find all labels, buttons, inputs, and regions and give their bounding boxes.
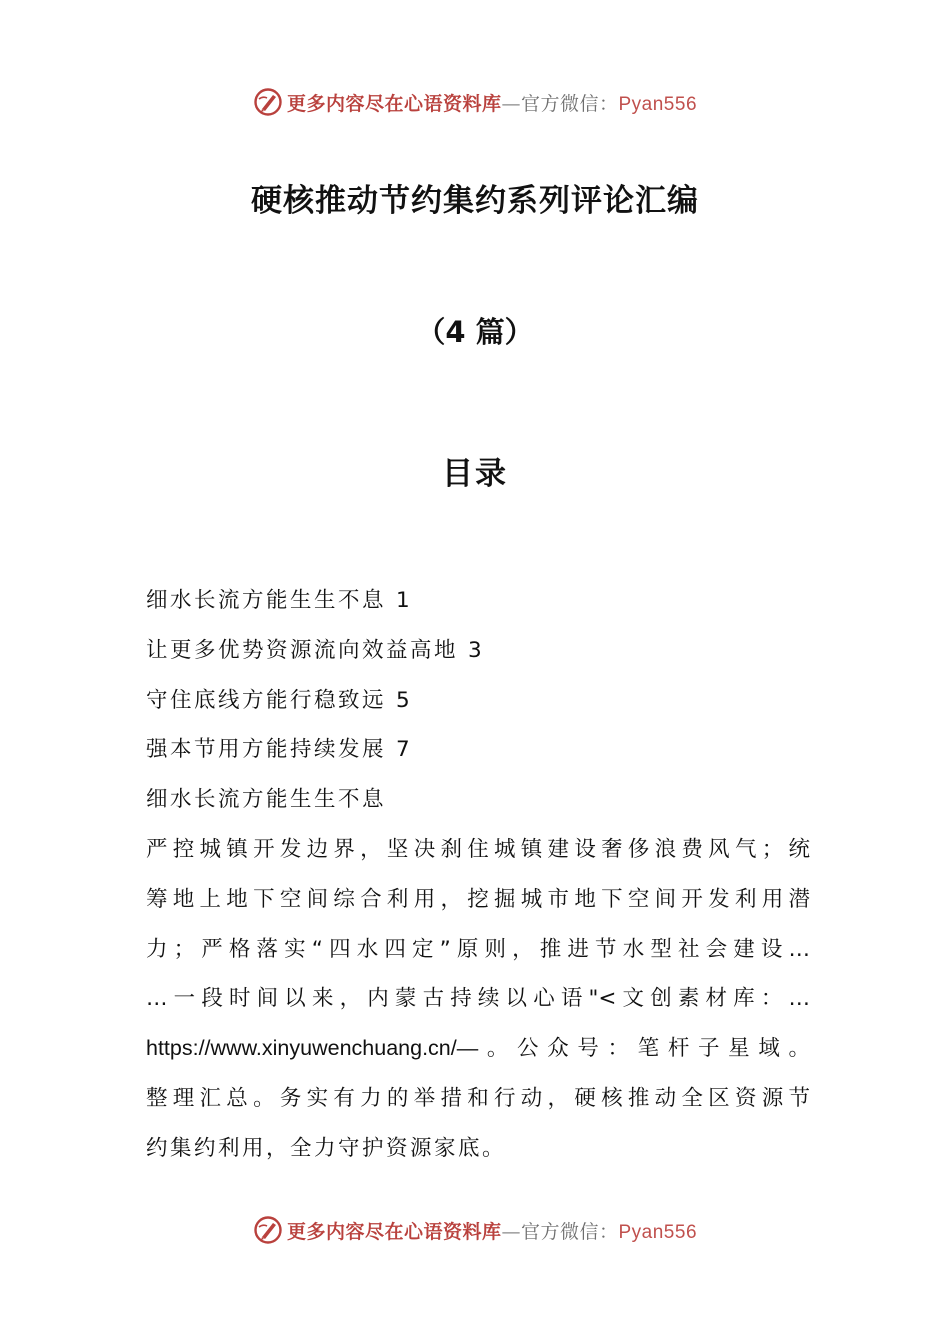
- toc-entry-page: 1: [396, 588, 410, 613]
- document-subtitle: （4 篇）: [416, 315, 534, 349]
- toc-heading: 目录: [442, 456, 508, 492]
- banner-wechat-id: Pyan556: [618, 93, 698, 115]
- document-body: [146, 576, 810, 1174]
- toc-entry-title: 细水长流方能生生不息: [146, 588, 387, 613]
- toc-entry-title: 强本节用方能持续发展: [146, 737, 387, 763]
- banner-brand: 更多内容尽在心语资料库: [286, 1220, 502, 1243]
- toc-entry-title: 守住底线方能行稳致远: [146, 687, 387, 713]
- paragraph-line: 筹地上地下空间综合利用，挖掘城市地下空间开发利用潜: [146, 886, 810, 912]
- banner-wechat-label: 官方微信：: [520, 1220, 619, 1243]
- toc-entry[interactable]: [146, 676, 810, 726]
- pen-logo-icon: [253, 87, 283, 117]
- header-banner: [0, 82, 950, 122]
- article-heading: 细水长流方能生生不息: [146, 787, 387, 813]
- pen-logo-icon: [253, 1215, 283, 1245]
- toc-entry[interactable]: [146, 725, 810, 775]
- banner-wechat-id: Pyan556: [618, 1221, 698, 1243]
- banner-dash: —: [501, 92, 521, 115]
- paragraph-line: 约集约利用，全力守护资源家底。: [146, 1135, 507, 1161]
- banner-text: [287, 89, 697, 116]
- toc-entry-title: 让更多优势资源流向效益高地: [146, 637, 459, 663]
- banner-wechat-label: 官方微信：: [520, 92, 619, 115]
- toc-entry[interactable]: [146, 626, 810, 676]
- paragraph-line: 整理汇总。务实有力的举措和行动，硬核推动全区资源节: [146, 1085, 810, 1111]
- paragraph-line: 力；严格落实“四水四定”原则，推进节水型社会建设…: [146, 936, 810, 962]
- footer-banner: [0, 1210, 950, 1250]
- paragraph-line: …一段时间以来，内蒙古持续以心语"<文创素材库：…: [146, 986, 810, 1012]
- document-title: 硬核推动节约集约系列评论汇编: [251, 183, 699, 219]
- paragraph-line-url: https://www.xinyuwenchuang.cn/—。公众号：笔杆子星域。: [146, 1036, 810, 1061]
- banner-dash: —: [501, 1220, 521, 1243]
- toc-entry-page: 5: [396, 687, 410, 713]
- toc-entry-page: 3: [468, 637, 482, 663]
- toc-entry[interactable]: [146, 576, 810, 626]
- paragraph-line: 严控城镇开发边界，坚决刹住城镇建设奢侈浪费风气；统: [146, 836, 810, 862]
- toc-entry-page: 7: [396, 737, 410, 763]
- banner-brand: 更多内容尽在心语资料库: [286, 92, 502, 115]
- banner-text: [287, 1217, 697, 1244]
